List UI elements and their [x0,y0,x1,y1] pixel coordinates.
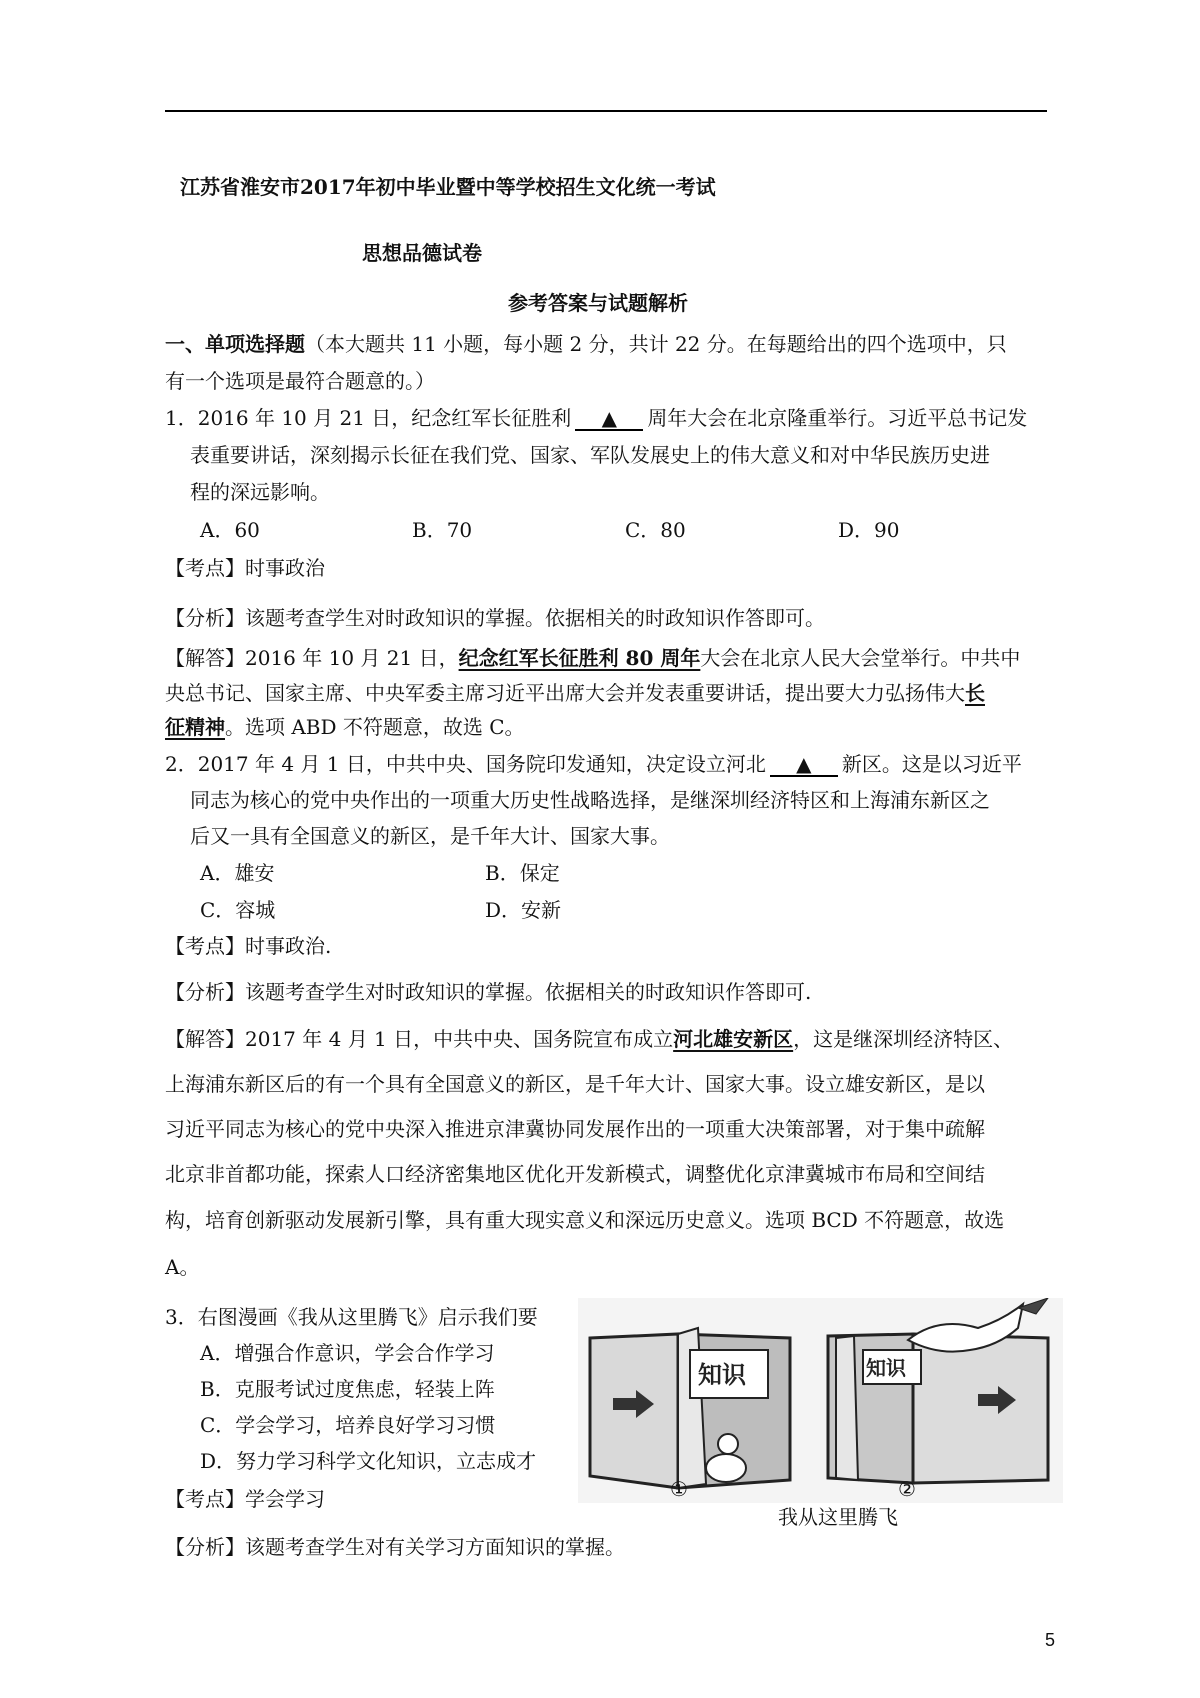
q2-kaodian: 【考点】时事政治. [165,934,332,958]
book-2-label: 知识 [866,1356,906,1380]
q1-kaodian: 【考点】时事政治 [165,556,325,580]
q1-jieda-highlight-1: 纪念红军长征胜利 80 周年 [458,646,701,670]
q2-jieda-line-6: A。 [165,1255,200,1279]
part1-desc-1: （本大题共 11 小题，每小题 2 分，共计 22 分。在每题给出的四个选项中，只 [305,332,1007,356]
part1-heading: 一、单项选择题 [165,332,305,356]
q2-option-c: C．容城 [200,898,276,922]
q1-jieda-line-1 [165,643,1020,673]
marker-2: ② [898,1477,916,1501]
part1-heading-line [165,329,1007,359]
q2-option-a: A．雄安 [200,861,275,885]
q2-blank: ▲ [770,753,838,777]
q2-fenxi: 【分析】该题考查学生对时政知识的掌握。依据相关的时政知识作答即可. [165,980,812,1004]
q2-jieda-line-5: 构，培育创新驱动发展新引擎，具有重大现实意义和深远历史意义。选项 BCD 不符题意，故选 [165,1208,1005,1232]
figure-caption: 我从这里腾飞 [778,1505,898,1529]
q3-option-b: B．克服考试过度焦虑，轻装上阵 [200,1377,495,1401]
q1-jieda-line-2 [165,678,985,708]
q1-option-b: B．70 [412,518,473,542]
q1-fenxi: 【分析】该题考查学生对时政知识的掌握。依据相关的时政知识作答即可。 [165,606,825,630]
q3-kaodian: 【考点】学会学习 [165,1487,325,1511]
q1-stem-part-a: 1．2016 年 10 月 21 日，纪念红军长征胜利 [165,406,572,430]
q2-stem-line-3: 后又一具有全国意义的新区，是千年大计、国家大事。 [190,824,670,848]
q1-stem-line-3: 程的深远影响。 [190,480,330,504]
q1-jieda-line-2-text: 央总书记、国家主席、中央军委主席习近平出席大会并发表重要讲话，提出要大力弘扬伟大 [165,681,965,705]
q1-stem-line-2: 表重要讲话，深刻揭示长征在我们党、国家、军队发展史上的伟大意义和对中华民族历史进 [190,443,990,467]
marker-1: ① [670,1477,688,1501]
q2-jieda-line-4: 北京非首都功能，探索人口经济密集地区优化开发新模式，调整优化京津冀城市布局和空间结 [165,1162,985,1186]
subject-title: 思想品德试卷 [362,241,482,265]
q2-stem-part-a: 2．2017 年 4 月 1 日，中共中央、国务院印发通知，决定设立河北 [165,752,766,776]
book-1-label: 知识 [698,1361,746,1389]
open-book-2-icon [828,1334,1048,1483]
q1-jieda-part-b: 大会在北京人民大会堂举行。中共中 [700,646,1021,670]
q2-jieda-part-b: ，这是继深圳经济特区、 [793,1027,1014,1051]
q1-stem-part-b: 周年大会在北京隆重举行。习近平总书记发 [647,406,1028,430]
q2-option-d: D．安新 [485,898,562,922]
q1-jieda-line-3 [165,712,525,742]
q1-stem-line-1 [165,403,1027,433]
page-number: 5 [1044,1630,1055,1650]
q1-blank: ▲ [575,407,643,431]
q1-option-a: A．60 [200,518,260,542]
q1-jieda-highlight-2b: 征精神 [165,715,225,739]
q3-fenxi: 【分析】该题考查学生对有关学习方面知识的掌握。 [165,1535,625,1559]
q3-option-a: A．增强合作意识，学会合作学习 [200,1341,495,1365]
q3-option-d: D．努力学习科学文化知识，立志成才 [200,1449,537,1473]
q3-option-c: C．学会学习，培养良好学习习惯 [200,1413,496,1437]
q2-jieda-line-1 [165,1024,1013,1054]
q2-stem-part-b: 新区。这是以习近平 [841,752,1022,776]
q1-option-c: C．80 [625,518,686,542]
q2-stem-line-1 [165,749,1022,779]
q2-jieda-part-a: 【解答】2017 年 4 月 1 日，中共中央、国务院宣布成立 [165,1027,674,1051]
header-rule [165,110,1047,112]
q2-option-b: B．保定 [485,861,560,885]
q1-jieda-line-3-text: 。选项 ABD 不符题意，故选 C。 [225,715,525,739]
q2-stem-line-2: 同志为核心的党中央作出的一项重大历史性战略选择，是继深圳经济特区和上海浦东新区之 [190,788,990,812]
cartoon-figure [578,1298,1063,1503]
q2-jieda-line-3: 习近平同志为核心的党中央深入推进京津冀协同发展作出的一项重大决策部署，对于集中疏解 [165,1117,985,1141]
q2-jieda-line-2: 上海浦东新区后的有一个具有全国意义的新区，是千年大计、国家大事。设立雄安新区，是以 [165,1072,985,1096]
q1-jieda-highlight-2a: 长 [965,681,985,705]
q3-stem: 3．右图漫画《我从这里腾飞》启示我们要 [165,1305,538,1329]
q1-jieda-part-a: 【解答】2016 年 10 月 21 日， [165,646,459,670]
q1-option-d: D．90 [838,518,900,542]
part1-desc-2: 有一个选项是最符合题意的。） [165,369,435,393]
open-book-1-icon [590,1328,790,1488]
section-title: 参考答案与试题解析 [508,291,688,315]
q2-jieda-highlight: 河北雄安新区 [673,1027,794,1051]
exam-title: 江苏省淮安市2017年初中毕业暨中等学校招生文化统一考试 [180,175,716,199]
